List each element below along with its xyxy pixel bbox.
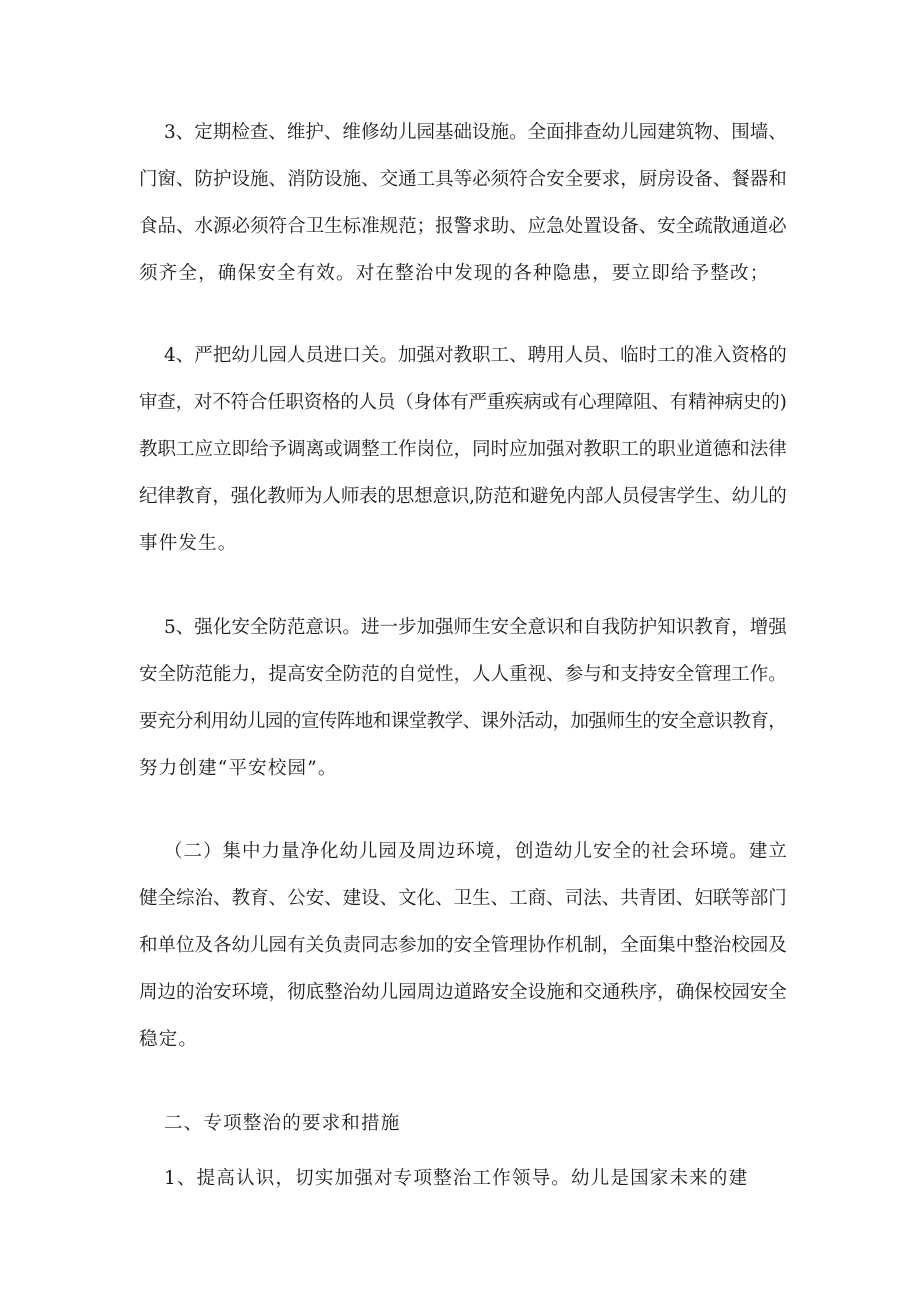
text-line: （二）集中力量净化幼儿园及周边环境，创造幼儿安全的社会环境。建立 (164, 841, 788, 862)
text-line: 5、强化安全防范意识。进一步加强师生安全意识和自我防护知识教育，增强 (164, 617, 787, 638)
text-line: 须齐全，确保安全有效。对在整治中发现的各种隐患，要立即给予整改； (139, 263, 770, 284)
text-line: 1、提高认识，切实加强对专项整治工作领导。幼儿是国家未来的建 (164, 1168, 749, 1189)
text-line: 审查，对不符合任职资格的人员（身体有严重疾病或有心理障阻、有精神病史的) (139, 392, 787, 413)
text-line: 要充分利用幼儿园的宣传阵地和课堂教学、课外活动，加强师生的安全意识教育， (139, 711, 787, 732)
text-line: 二、专项整治的要求和措施 (164, 1113, 401, 1134)
text-line: 事件发生。 (139, 533, 238, 554)
text-line: 3、定期检查、维护、维修幼儿园基础设施。全面排查幼儿园建筑物、围墙、 (164, 122, 787, 143)
text-line: 努力创建“平安校园”。 (139, 758, 338, 779)
text-line: 门窗、防护设施、消防设施、交通工具等必须符合安全要求，厨房设备、餐器和 (139, 169, 787, 190)
text-line: 周边的治安环境，彻底整治幼儿园周边道路安全设施和交通秩序，确保校园安全 (139, 982, 787, 1003)
text-line: 4、严把幼儿园人员进口关。加强对教职工、聘用人员、临时工的准入资格的 (164, 345, 787, 366)
text-line: 教职工应立即给予调离或调整工作岗位，同时应加强对教职工的职业道德和法律 (139, 439, 787, 460)
text-line: 稳定。 (139, 1029, 199, 1050)
text-line: 纪律教育，强化教师为人师表的思想意识,防范和避免内部人员侵害学生、幼儿的 (139, 486, 787, 507)
text-line: 安全防范能力，提高安全防范的自觉性，人人重视、参与和支持安全管理工作。 (139, 664, 787, 685)
text-line: 和单位及各幼儿园有关负责同志参加的安全管理协作机制，全面集中整治校园及 (139, 935, 787, 956)
text-line: 健全综治、教育、公安、建设、文化、卫生、工商、司法、共青团、妇联等部门 (139, 888, 787, 909)
text-line: 食品、水源必须符合卫生标准规范；报警求助、应急处置设备、安全疏散通道必 (139, 216, 787, 237)
